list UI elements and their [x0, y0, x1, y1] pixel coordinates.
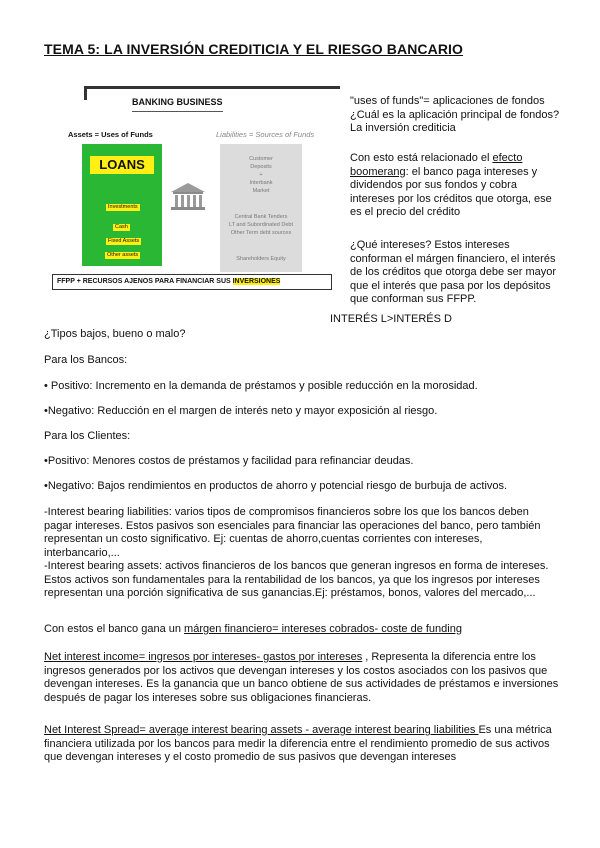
intereses-paragraph: ¿Qué intereses? Estos intereses conforman el márgen financiero, el interés de los créditos que otorga debe ser mayor que el interés que pasa por los depósitos que conforman sus FFPP. [350, 239, 557, 305]
nii-description: , Representa la diferencia entre los ingresos generados por los activos que devengan intereses y los costos asociados con los pasivos que devengan intereses. Es la ganancia que un banco obtiene de sus actividades de préstamos e inversiones después de pagar los intereses sobre sus obligaciones financieras. [44, 651, 559, 704]
liability-line: Central Bank Tenders [234, 214, 288, 220]
liability-line: Customer [249, 156, 273, 162]
margen-financiero-line [44, 623, 560, 637]
bancos-positivo: • Positivo: Incremento en la demanda de préstamos y posible reducción en la morosidad. [44, 380, 478, 392]
liability-line: Market [252, 188, 270, 194]
liability-line: LT and Subordinated Debt [228, 222, 293, 228]
net-interest-spread-paragraph [44, 724, 560, 765]
interes-comparison: INTERÉS L>INTERÉS D [330, 313, 452, 325]
figure-top-rule-tick [84, 86, 87, 100]
figure-footer [52, 274, 332, 290]
page-title: TEMA 5: LA INVERSIÓN CREDITICIA Y EL RIESGO BANCARIO [44, 41, 464, 57]
liability-line: Deposits [250, 164, 272, 170]
figure-heading: BANKING BUSINESS [132, 96, 223, 112]
loans-label: LOANS [90, 156, 154, 174]
figure-top-rule [84, 86, 340, 89]
clientes-negativo: •Negativo: Bajos rendimientos en productos de ahorro y potencial riesgo de burbuja de activos. [44, 480, 508, 492]
assets-label: Assets = Uses of Funds [68, 130, 153, 139]
uses-of-funds-paragraph: "uses of funds"= aplicaciones de fondos ¿Cuál es la aplicación principal de fondos? La inversión crediticia [350, 95, 560, 134]
liabilities-box [220, 144, 302, 272]
net-interest-income-paragraph [44, 651, 560, 705]
liabilities-label: Liabilities = Sources of Funds [216, 130, 315, 139]
nis-description: Es una métrica financiera utilizada por los bancos para medir la diferencia entre el rendimiento promedio de sus activos que devengan intereses y el costo promedio de sus pasivos que devengan intereses [44, 724, 552, 763]
tipos-question: ¿Tipos bajos, bueno o malo? [44, 328, 186, 340]
margen-formula: márgen financiero= intereses cobrados- coste de funding [184, 623, 462, 635]
asset-item: Fixed Assets [108, 238, 140, 244]
margen-text-before: Con estos el banco gana un [44, 623, 185, 635]
liability-line: + [259, 172, 263, 178]
nis-formula: Net Interest Spread= average interest bearing assets - average interest bearing liabilities [44, 724, 479, 736]
footer-text: FFPP + RECURSOS AJENOS PARA FINANCIAR SUS [57, 278, 233, 285]
boomerang-text-after: : el banco paga intereses y dividendos por sus fondos y cobra intereses por los créditos que otorga, ese es el precio del crédito [350, 165, 552, 218]
clientes-positivo: •Positivo: Menores costos de préstamos y facilidad para refinanciar deudas. [44, 455, 414, 467]
asset-item: Cash [115, 224, 128, 230]
clientes-heading: Para los Clientes: [44, 430, 131, 442]
bancos-negativo: •Negativo: Reducción en el margen de interés neto y mayor exposición al riesgo. [44, 405, 438, 417]
boomerang-paragraph [350, 152, 562, 220]
boomerang-text-before: Con esto está relacionado el [350, 152, 493, 164]
interest-bearing-liabilities: -Interest bearing liabilities: varios tipos de compromisos financieros sobre los que los bancos deben pagar intereses. Estos pasivos son esenciales para financiar las operaciones del banco, pero también representan un costo significativo. Ej: cuentas de ahorro,cuentas corrientes con intereses, interbancario,... [44, 506, 541, 559]
interest-bearing-assets: -Interest bearing assets: activos financieros de los bancos que generan ingresos en forma de intereses. Estos activos son fundamentales para la rentabilidad de los bancos, ya que los ingresos por intereses representan una porción significativa de sus ganancias.Ej: préstamos, bonos, valores del mercado,... [44, 560, 549, 599]
nii-formula: Net interest income= ingresos por intereses- gastos por intereses [44, 651, 363, 663]
asset-item: Investments [108, 204, 138, 210]
asset-item: Other assets [107, 252, 139, 258]
liability-line: Other Term debt sources [230, 230, 292, 236]
bancos-heading: Para los Bancos: [44, 354, 128, 366]
footer-highlight: INVERSIONES [232, 278, 281, 285]
liability-line: Shareholders Equity [236, 256, 286, 262]
bank-building-icon [170, 182, 206, 212]
assets-box [82, 144, 162, 266]
liability-line: Interbank [249, 180, 273, 186]
banking-business-figure [52, 78, 342, 293]
boomerang-term: efecto boomerang [350, 152, 523, 178]
